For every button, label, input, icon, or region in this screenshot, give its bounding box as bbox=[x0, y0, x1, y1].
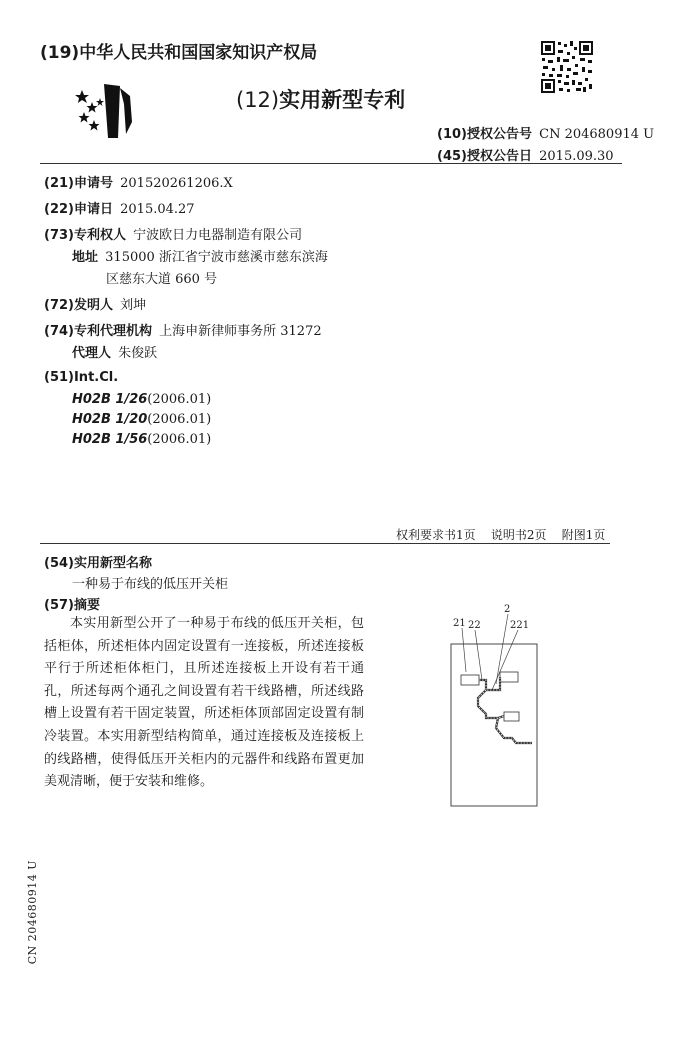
office-code: (19) bbox=[40, 43, 80, 63]
ipc-row bbox=[72, 432, 211, 447]
agent-row bbox=[72, 342, 157, 361]
doc-type-name: 实用新型专利 bbox=[279, 88, 406, 112]
figure-label-221: 221 bbox=[510, 620, 530, 631]
address-line-1: 315000 浙江省宁波市慈溪市慈东滨海 bbox=[105, 250, 328, 265]
patentee-label: (73)专利权人 bbox=[44, 228, 126, 243]
abstract-label: (57)摘要 bbox=[44, 598, 100, 613]
pages-info: 权利要求书1页 说明书2页 附图1页 bbox=[396, 528, 606, 542]
figure-label-2: 2 bbox=[504, 604, 511, 615]
address-line-2: 区慈东大道 660 号 bbox=[106, 272, 218, 287]
abstract-text: 本实用新型公开了一种易于布线的低压开关柜，包括柜体，所述柜体内固定设置有一连接板，所述连接板平行于所述柜体柜门，且所述连接板上开设有若干通孔，所述每两个通孔之间设置有若干线路槽，所述线路槽上设置有若干固定装置，所述柜体顶部固定设置有制冷装置。本实用新型结构简单，通过连接板及连接板上的线路槽，使得低压开关柜内的元器件和线路布置更加美观清晰，便于安装和维修。 bbox=[44, 616, 364, 790]
inventor-label: (72)发明人 bbox=[44, 298, 113, 313]
doc-type-code: (12) bbox=[236, 88, 280, 112]
ipc-label: (51)Int.Cl. bbox=[44, 370, 119, 385]
ipc-version: (2006.01) bbox=[147, 392, 212, 407]
pages-divider bbox=[40, 543, 610, 544]
application-number: 201520261206.X bbox=[120, 176, 233, 191]
patentee-row bbox=[44, 224, 302, 243]
grant-date-label: (45)授权公告日 bbox=[437, 149, 532, 164]
grant-number-label: (10)授权公告号 bbox=[437, 127, 532, 142]
vertical-publication-number: CN 204680914 U bbox=[26, 860, 39, 965]
grant-date: 2015.09.30 bbox=[539, 149, 614, 164]
inventor: 刘坤 bbox=[120, 298, 147, 313]
agency-label: (74)专利代理机构 bbox=[44, 324, 152, 339]
title-label: (54)实用新型名称 bbox=[44, 556, 152, 571]
ipc-code: H02B 1/26 bbox=[72, 392, 148, 407]
grant-date-row bbox=[437, 145, 614, 164]
application-date-row bbox=[44, 198, 195, 217]
patentee: 宁波欧日力电器制造有限公司 bbox=[133, 228, 303, 243]
components bbox=[461, 672, 519, 721]
address-row bbox=[72, 246, 328, 265]
grant-number-row bbox=[437, 123, 654, 142]
ipc-version: (2006.01) bbox=[147, 432, 212, 447]
office-header bbox=[40, 38, 317, 63]
cabinet-outline bbox=[451, 644, 537, 806]
office-name: 中华人民共和国国家知识产权局 bbox=[79, 43, 318, 63]
figure-label-21: 21 bbox=[453, 618, 466, 629]
wiring-trays bbox=[478, 677, 532, 743]
application-number-row bbox=[44, 172, 233, 191]
inventor-row bbox=[44, 294, 146, 313]
application-date-label: (22)申请日 bbox=[44, 202, 113, 217]
ipc-row bbox=[72, 392, 211, 407]
figure-label-22: 22 bbox=[468, 620, 481, 631]
grant-number: CN 204680914 U bbox=[539, 127, 655, 142]
address-label: 地址 bbox=[72, 250, 99, 265]
document-type bbox=[236, 84, 405, 114]
header-divider bbox=[40, 163, 622, 164]
agency: 上海申新律师事务所 31272 bbox=[159, 324, 322, 339]
cnipa-logo-icon bbox=[74, 82, 136, 140]
utility-model-title: 一种易于布线的低压开关柜 bbox=[72, 577, 229, 592]
agent: 朱俊跃 bbox=[118, 346, 158, 361]
abstract-figure bbox=[440, 600, 550, 812]
agency-row bbox=[44, 320, 322, 339]
qr-code-icon bbox=[540, 40, 594, 94]
ipc-version: (2006.01) bbox=[147, 412, 212, 427]
application-number-label: (21)申请号 bbox=[44, 176, 113, 191]
ipc-code: H02B 1/20 bbox=[72, 412, 148, 427]
ipc-code: H02B 1/56 bbox=[72, 432, 148, 447]
agent-label: 代理人 bbox=[72, 346, 112, 361]
application-date: 2015.04.27 bbox=[120, 202, 195, 217]
ipc-row bbox=[72, 412, 211, 427]
